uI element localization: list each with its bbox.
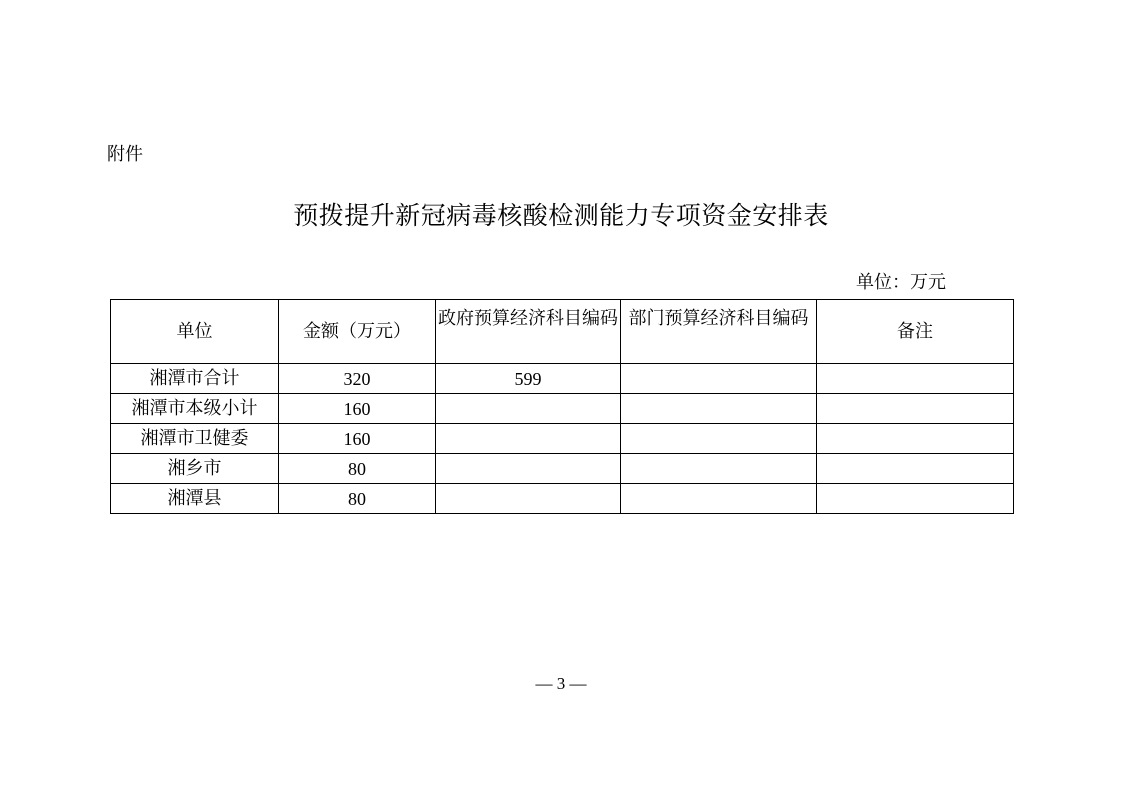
cell-amount: 160: [279, 394, 436, 424]
cell-gov-code: 599: [436, 364, 621, 394]
cell-gov-code: [436, 394, 621, 424]
table-row: [111, 424, 1014, 454]
page-number: — 3 —: [535, 674, 587, 693]
cell-dept-code: [621, 364, 817, 394]
cell-note: [817, 484, 1014, 514]
header-unit: 单位: [111, 300, 279, 364]
cell-unit: 湘潭市合计: [111, 364, 279, 394]
cell-amount: 80: [279, 454, 436, 484]
cell-unit: 湘潭市卫健委: [111, 424, 279, 454]
table-row: [111, 364, 1014, 394]
cell-dept-code: [621, 484, 817, 514]
cell-unit: 湘潭市本级小计: [111, 394, 279, 424]
cell-amount: 320: [279, 364, 436, 394]
cell-gov-code: [436, 424, 621, 454]
table-header-row: [111, 300, 1014, 364]
cell-unit: 湘乡市: [111, 454, 279, 484]
cell-dept-code: [621, 454, 817, 484]
header-note: 备注: [817, 300, 1014, 364]
table-row: [111, 454, 1014, 484]
cell-unit: 湘潭县: [111, 484, 279, 514]
table-row: [111, 394, 1014, 424]
cell-note: [817, 394, 1014, 424]
cell-gov-code: [436, 484, 621, 514]
budget-table: [110, 299, 1014, 514]
cell-note: [817, 424, 1014, 454]
document-title: 预拨提升新冠病毒核酸检测能力专项资金安排表: [293, 201, 829, 230]
attachment-label: 附件: [107, 144, 143, 165]
header-dept-code: 部门预算经济科目编码: [621, 300, 817, 364]
header-amount: 金额（万元）: [279, 300, 436, 364]
cell-dept-code: [621, 424, 817, 454]
header-gov-code: 政府预算经济科目编码: [436, 300, 621, 364]
table-row: [111, 484, 1014, 514]
cell-note: [817, 364, 1014, 394]
cell-gov-code: [436, 454, 621, 484]
cell-amount: 80: [279, 484, 436, 514]
unit-label: 单位：万元: [856, 272, 946, 293]
cell-note: [817, 454, 1014, 484]
cell-dept-code: [621, 394, 817, 424]
cell-amount: 160: [279, 424, 436, 454]
